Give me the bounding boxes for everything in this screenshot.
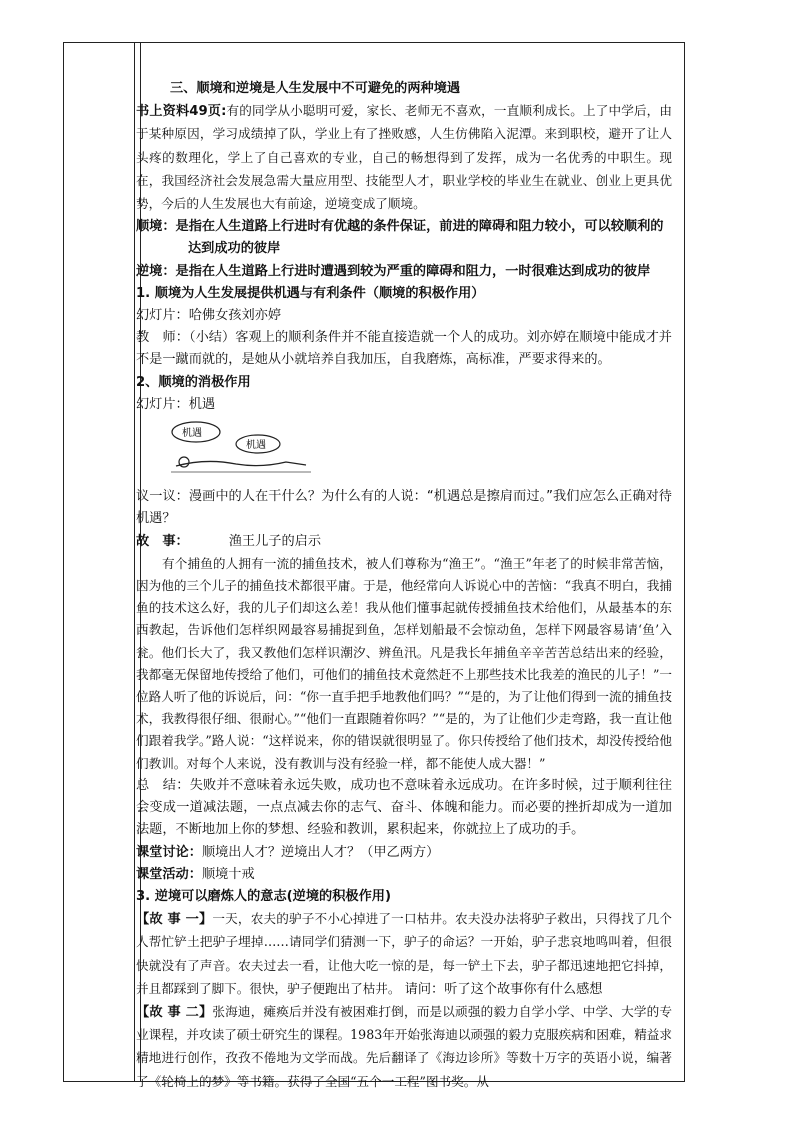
story-one-question: 请问：听了这个故事你有什么感想	[404, 981, 603, 997]
book-reference	[136, 100, 672, 216]
summary: 总 结：失败并不意味着永远失败，成功也不意味着永远成功。在许多时候，过于顺利往往会变成一道减法题，一点点减去你的志气、奋斗、体魄和能力。而必要的挫折却成为一道加法题，不断地加上你的梦想、经验和教训，累积起来，你就拉上了成功的手。	[136, 777, 672, 838]
lesson-content	[136, 78, 672, 1094]
story-one-label: 【故 事 一】	[136, 912, 213, 928]
class-discussion	[136, 842, 672, 864]
table-left-column	[64, 43, 135, 1081]
class-activity-label: 课堂活动：	[136, 866, 202, 882]
story-one-text: 一天，农夫的驴子不小心掉进了一口枯井。农夫没办法将驴子救出，只得找了几个人帮忙铲土把驴子埋掉……请同学们猜测一下，驴子的命运？一开始，驴子悲哀地鸣叫着，但很快就没有了声音。农夫过去一看，让他大吃一惊的是，每一铲土下去，驴子都迅速地把它抖掉，并且都踩到了脚下。很快，驴子便跑出了枯井。	[136, 911, 673, 996]
teacher-summary: 教 师：（小结）客观上的顺利条件并不能直接造就一个人的成功。刘亦婷在顺境中能成才并不是一蹴而就的，是她从小就培养自我加压，自我磨炼，高标准，严要求得来的。	[136, 330, 672, 368]
cartoon-label-2: 机遇	[246, 440, 266, 452]
story-label: 故 事：	[136, 533, 189, 549]
story-text: 有个捕鱼的人拥有一流的捕鱼技术，被人们尊称为“渔王”。“渔王”年老了的时候非常苦恼，因为他的三个儿子的捕鱼技术都很平庸。于是，他经常向人诉说心中的苦恼：“我真不明白，我捕鱼的技术这么好，我的儿子们却这么差！我从他们懂事起就传授捕鱼技术给他们，从最基本的东西教起，告诉他们怎样织网最容易捕捉到鱼，怎样划船最不会惊动鱼，怎样下网最容易请‘鱼’入瓮。他们长大了，我又教他们怎样识潮汐、辨鱼汛。凡是我长年捕鱼辛辛苦苦总结出来的经验，我都毫无保留地传授给了他们，可他们的捕鱼技术竟然赶不上那些技术比我差的渔民的儿子！”一位路人听了他的诉说后，问：“你一直手把手地教他们吗？”“是的，为了让他们得到一流的捕鱼技术，我教得很仔细、很耐心。”“他们一直跟随着你吗？”“是的，为了让他们少走弯路，我一直让他们跟着我学。”路人说：“这样说来，你的错误就很明显了。你只传授给了他们技术，却没传授给他们教训。对每个人来说，没有教训与没有经验一样，都不能使人成大器！”	[136, 555, 672, 771]
point-2-heading: 2、顺境的消极作用	[136, 374, 251, 390]
class-activity-text: 顺境十戒	[201, 866, 255, 882]
slide-2: 幻灯片：机遇	[136, 396, 216, 412]
story-two-text: 张海迪，瘫痪后并没有被困难打倒，而是以顽强的毅力自学小学、中学、大学的专业课程，并攻读了硕士研究生的课程。1983年开始张海迪以顽强的毅力克服疾病和困难，精益求精地进行创作，孜孜不倦地为文学而战。先后翻译了《海边诊所》等数十万字的英语小说，编著了《轮椅上的梦》等书籍。获得了全国“五个一工程”图书奖。从	[136, 1003, 673, 1089]
book-ref-text: 有的同学从小聪明可爱，家长、老师无不喜欢，一直顺利成长。上了中学后，由于某种原因，学习成绩掉了队，学业上有了挫败感，人生仿佛陷入泥潭。来到职校，避开了让人头疼的数理化，学上了自己喜欢的专业，自己的畅想得到了发挥，成为一名优秀的中职生。现在，我国经济社会发展急需大量应用型、技能型人才，职业学校的毕业生在就业、创业上更具优势，今后的人生发展也大有前途，逆境变成了顺境。	[136, 103, 673, 212]
cartoon-label-1: 机遇	[182, 428, 202, 440]
class-discussion-label: 课堂讨论：	[136, 844, 202, 860]
story-two-label: 【故 事 二】	[136, 1004, 213, 1020]
class-activity	[136, 864, 672, 886]
definition-nijing: 逆境：是指在人生道路上行进时遭遇到较为严重的障碍和阻力，一时很难达到成功的彼岸	[136, 263, 651, 279]
point-3-heading: 3. 逆境可以磨炼人的意志(逆境的积极作用)	[136, 888, 392, 904]
story-title: 渔王儿子的启示	[228, 533, 322, 549]
cartoon-person-head	[179, 457, 189, 467]
class-discussion-text: 顺境出人才？逆境出人才？（甲乙两方）	[201, 844, 440, 860]
definition-shunjing: 顺境：是指在人生道路上行进时有优越的条件保证，前进的障碍和阻力较小，可以较顺利的达到成功的彼岸	[136, 219, 664, 257]
story-one	[136, 908, 672, 1001]
discussion-question: 议一议：漫画中的人在干什么？为什么有的人说：“机遇总是擦肩而过。”我们应怎么正确对待机遇？	[136, 489, 672, 527]
section-heading: 三、顺境和逆境是人生发展中不可避免的两种境遇	[170, 81, 461, 96]
story-heading	[136, 531, 672, 553]
book-ref-label: 书上资料49页:	[136, 104, 227, 120]
point-1-heading: 1. 顺境为人生发展提供机遇与有利条件（顺境的积极作用）	[136, 285, 485, 301]
slide-1: 幻灯片：哈佛女孩刘亦婷	[136, 308, 282, 324]
opportunity-cartoon-image	[166, 418, 316, 476]
cartoon-person-figure	[176, 461, 306, 466]
story-two	[136, 1001, 672, 1094]
